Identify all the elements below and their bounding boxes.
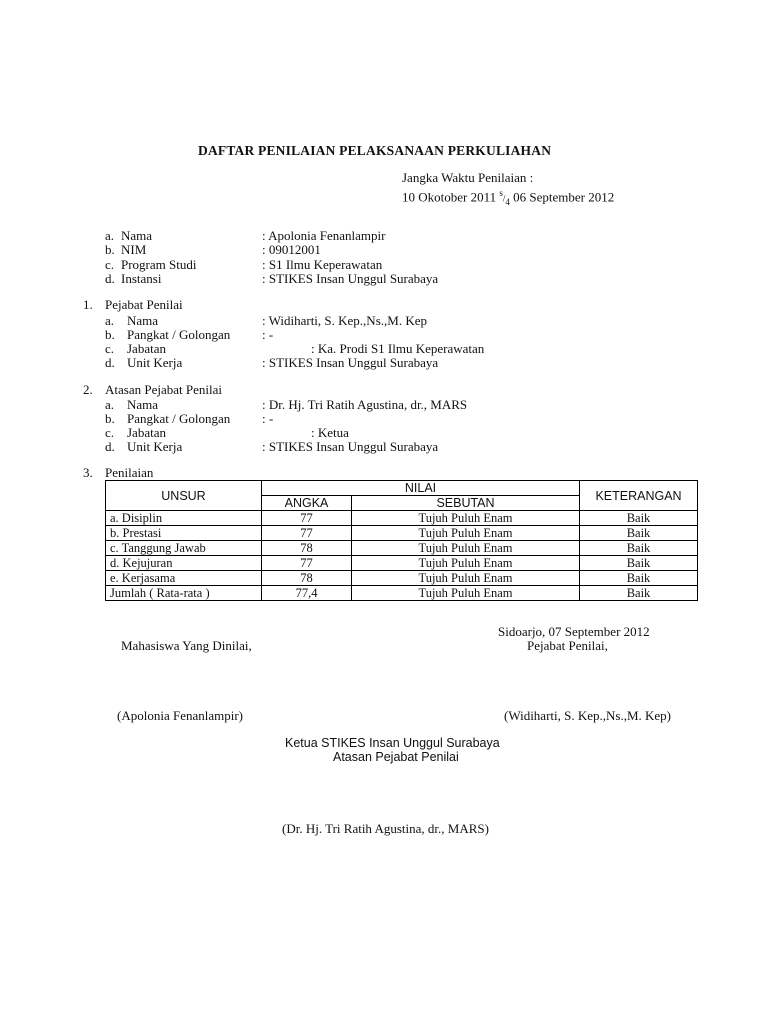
student-letter: c. bbox=[105, 257, 115, 272]
head-signature-name: (Dr. Hj. Tri Ratih Agustina, dr., MARS) bbox=[282, 821, 489, 836]
field-letter: c. bbox=[105, 341, 115, 356]
field-letter: b. bbox=[105, 411, 115, 426]
table-header-row bbox=[106, 481, 698, 496]
cell-keterangan: Baik bbox=[580, 526, 698, 541]
student-label: Nama bbox=[121, 228, 153, 243]
field-label: Unit Kerja bbox=[127, 355, 183, 370]
period-range: 10 Okotober 2011 $^s/_4$ 06 September 2012 bbox=[402, 188, 615, 207]
field-label: Unit Kerja bbox=[127, 439, 183, 454]
section-heading: Pejabat Penilai bbox=[105, 297, 183, 312]
field-letter: d. bbox=[105, 439, 115, 454]
student-label: NIM bbox=[121, 242, 147, 257]
period-label: Jangka Waktu Penilaian : bbox=[402, 170, 534, 185]
cell-keterangan: Baik bbox=[580, 541, 698, 556]
assessor-signature-name: (Widiharti, S. Kep.,Ns.,M. Kep) bbox=[504, 708, 672, 723]
cell-sebutan: Tujuh Puluh Enam bbox=[352, 511, 580, 526]
cell-angka: 77 bbox=[262, 526, 352, 541]
cell-keterangan: Baik bbox=[580, 586, 698, 601]
student-label: Instansi bbox=[121, 271, 162, 286]
table-row bbox=[106, 526, 698, 541]
cell-angka: 77 bbox=[262, 511, 352, 526]
period-separator-num: s bbox=[499, 188, 503, 198]
student-letter: a. bbox=[105, 228, 115, 243]
table-row bbox=[106, 541, 698, 556]
header-unsur: UNSUR bbox=[106, 481, 262, 511]
section-number: 3. bbox=[83, 465, 93, 480]
field-value: : STIKES Insan Unggul Surabaya bbox=[262, 355, 439, 370]
field-letter: b. bbox=[105, 327, 115, 342]
cell-unsur: e. Kerjasama bbox=[106, 571, 262, 586]
table-row bbox=[106, 556, 698, 571]
student-label: Program Studi bbox=[121, 257, 197, 272]
grades-table bbox=[105, 480, 698, 601]
section-number: 2. bbox=[83, 382, 93, 397]
field-label: Pangkat / Golongan bbox=[127, 327, 231, 342]
field-value: : Ka. Prodi S1 Ilmu Keperawatan bbox=[311, 341, 485, 356]
header-sebutan: SEBUTAN bbox=[352, 496, 580, 511]
cell-sebutan: Tujuh Puluh Enam bbox=[352, 541, 580, 556]
header-nilai: NILAI bbox=[262, 481, 580, 496]
field-label: Jabatan bbox=[127, 425, 166, 440]
field-label: Jabatan bbox=[127, 341, 166, 356]
field-letter: a. bbox=[105, 397, 115, 412]
head-role: Atasan Pejabat Penilai bbox=[333, 750, 459, 764]
student-letter: b. bbox=[105, 242, 115, 257]
field-label: Nama bbox=[127, 313, 159, 328]
cell-unsur: d. Kejujuran bbox=[106, 556, 262, 571]
field-value: : Widiharti, S. Kep.,Ns.,M. Kep bbox=[262, 313, 427, 328]
student-letter: d. bbox=[105, 271, 115, 286]
cell-angka: 78 bbox=[262, 541, 352, 556]
cell-unsur: Jumlah ( Rata-rata ) bbox=[106, 586, 262, 601]
field-value: : Ketua bbox=[311, 425, 349, 440]
section-heading: Atasan Pejabat Penilai bbox=[105, 382, 222, 397]
field-value: : - bbox=[262, 411, 274, 426]
cell-unsur: a. Disiplin bbox=[106, 511, 262, 526]
field-value: : - bbox=[262, 327, 274, 342]
student-signature-name: (Apolonia Fenanlampir) bbox=[117, 708, 243, 723]
table-row bbox=[106, 571, 698, 586]
cell-angka: 78 bbox=[262, 571, 352, 586]
field-value: : Dr. Hj. Tri Ratih Agustina, dr., MARS bbox=[262, 397, 468, 412]
field-label: Pangkat / Golongan bbox=[127, 411, 231, 426]
section-number: 1. bbox=[83, 297, 93, 312]
period-start: 10 Okotober 2011 bbox=[402, 189, 497, 205]
table-row bbox=[106, 511, 698, 526]
header-keterangan: KETERANGAN bbox=[580, 481, 698, 511]
cell-unsur: b. Prestasi bbox=[106, 526, 262, 541]
field-letter: d. bbox=[105, 355, 115, 370]
cell-sebutan: Tujuh Puluh Enam bbox=[352, 556, 580, 571]
student-value: : 09012001 bbox=[262, 242, 321, 257]
cell-keterangan: Baik bbox=[580, 511, 698, 526]
field-letter: a. bbox=[105, 313, 115, 328]
document-title: DAFTAR PENILAIAN PELAKSANAAN PERKULIAHAN bbox=[198, 143, 552, 158]
head-title: Ketua STIKES Insan Unggul Surabaya bbox=[285, 736, 500, 750]
student-value: : Apolonia Fenanlampir bbox=[262, 228, 386, 243]
student-value: : STIKES Insan Unggul Surabaya bbox=[262, 271, 439, 286]
cell-unsur: c. Tanggung Jawab bbox=[106, 541, 262, 556]
assessor-signature-label: Pejabat Penilai, bbox=[527, 638, 608, 653]
period-separator-den: 4 bbox=[505, 196, 510, 207]
field-value: : STIKES Insan Unggul Surabaya bbox=[262, 439, 439, 454]
cell-sebutan: Tujuh Puluh Enam bbox=[352, 571, 580, 586]
cell-sebutan: Tujuh Puluh Enam bbox=[352, 526, 580, 541]
period-end: 06 September 2012 bbox=[513, 189, 615, 205]
table-total-row bbox=[106, 586, 698, 601]
cell-angka: 77 bbox=[262, 556, 352, 571]
cell-keterangan: Baik bbox=[580, 556, 698, 571]
cell-keterangan: Baik bbox=[580, 571, 698, 586]
student-value: : S1 Ilmu Keperawatan bbox=[262, 257, 383, 272]
header-angka: ANGKA bbox=[262, 496, 352, 511]
field-letter: c. bbox=[105, 425, 115, 440]
field-label: Nama bbox=[127, 397, 159, 412]
section-heading: Penilaian bbox=[105, 465, 154, 480]
place-date: Sidoarjo, 07 September 2012 bbox=[498, 624, 650, 639]
cell-sebutan: Tujuh Puluh Enam bbox=[352, 586, 580, 601]
student-signature-label: Mahasiswa Yang Dinilai, bbox=[121, 638, 252, 653]
cell-angka: 77,4 bbox=[262, 586, 352, 601]
